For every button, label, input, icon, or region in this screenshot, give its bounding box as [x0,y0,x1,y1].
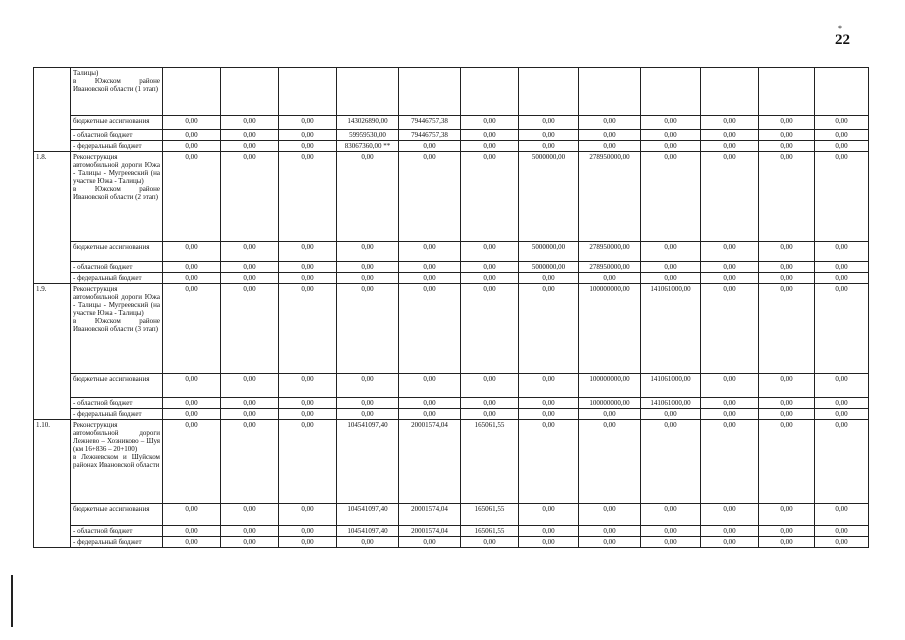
budget-row [34,504,869,526]
amount-cell: 0,00 [701,409,759,420]
amount-cell: 0,00 [337,242,399,262]
amount-cell: 0,00 [279,262,337,273]
amount-cell: 0,00 [163,130,221,141]
amount-cell: 0,00 [759,152,815,242]
amount-cell: 0,00 [337,284,399,374]
amount-cell: 0,00 [815,526,869,537]
amount-cell: 0,00 [461,284,519,374]
amount-cell [337,68,399,116]
budget-row [34,526,869,537]
amount-cell [461,68,519,116]
amount-cell: 0,00 [519,409,579,420]
section-title: Талицы) в Южском районе Ивановской области (1 этап) [71,68,163,116]
amount-cell: 0,00 [221,398,279,409]
budget-table [33,67,869,548]
amount-cell: 0,00 [221,526,279,537]
amount-cell: 0,00 [163,152,221,242]
section-index: 1.9. [34,284,71,420]
budget-row-label: - федеральный бюджет [71,409,163,420]
amount-cell: 104541097,40 [337,504,399,526]
amount-cell [399,68,461,116]
section-title: Реконструкция автомобильной дороги Южа - Талицы - Мугреевский (на участке Южа - Талицы) в Южском районе Ивановской области (3 этап) [71,284,163,374]
amount-cell: 0,00 [579,420,641,504]
amount-cell: 0,00 [279,374,337,398]
amount-cell: 0,00 [163,116,221,130]
budget-row-label: - областной бюджет [71,398,163,409]
amount-cell: 0,00 [759,262,815,273]
amount-cell: 0,00 [221,273,279,284]
amount-cell: 0,00 [461,141,519,152]
amount-cell: 0,00 [519,273,579,284]
amount-cell: 0,00 [815,284,869,374]
amount-cell: 0,00 [815,420,869,504]
budget-row [34,398,869,409]
section-title-row [34,68,869,116]
amount-cell: 0,00 [759,420,815,504]
amount-cell: 0,00 [815,504,869,526]
amount-cell: 0,00 [163,398,221,409]
amount-cell: 165061,55 [461,420,519,504]
amount-cell: 20001574,04 [399,526,461,537]
amount-cell: 0,00 [519,116,579,130]
amount-cell: 0,00 [579,273,641,284]
amount-cell: 0,00 [461,273,519,284]
amount-cell [641,68,701,116]
amount-cell: 0,00 [815,116,869,130]
amount-cell: 0,00 [163,242,221,262]
amount-cell: 0,00 [641,152,701,242]
amount-cell: 0,00 [163,374,221,398]
amount-cell: 0,00 [337,152,399,242]
amount-cell: 0,00 [279,409,337,420]
amount-cell: 0,00 [759,242,815,262]
amount-cell: 0,00 [641,526,701,537]
amount-cell: 0,00 [701,141,759,152]
amount-cell: 0,00 [701,504,759,526]
amount-cell: 0,00 [163,504,221,526]
section-title-row [34,152,869,242]
section-title: Реконструкция автомобильной дороги Южа - Талицы - Мугреевский (на участке Южа - Талицы) в Южском районе Ивановской области (2 этап) [71,152,163,242]
page-mark: * [838,24,842,33]
amount-cell: 0,00 [815,152,869,242]
amount-cell: 20001574,04 [399,504,461,526]
amount-cell: 0,00 [519,374,579,398]
amount-cell: 0,00 [641,141,701,152]
section-index: 1.8. [34,152,71,284]
amount-cell: 0,00 [759,116,815,130]
amount-cell: 0,00 [163,273,221,284]
amount-cell: 0,00 [337,374,399,398]
amount-cell: 0,00 [221,504,279,526]
amount-cell: 0,00 [399,141,461,152]
budget-row [34,141,869,152]
amount-cell: 141061000,00 [641,374,701,398]
amount-cell: 0,00 [337,537,399,548]
amount-cell: 0,00 [221,116,279,130]
amount-cell [221,68,279,116]
amount-cell: 141061000,00 [641,284,701,374]
amount-cell: 0,00 [221,284,279,374]
amount-cell: 0,00 [279,116,337,130]
amount-cell: 0,00 [221,537,279,548]
amount-cell: 0,00 [815,141,869,152]
budget-row-label: бюджетные ассигнования [71,116,163,130]
amount-cell: 0,00 [815,374,869,398]
amount-cell: 0,00 [641,409,701,420]
amount-cell: 100000000,00 [579,398,641,409]
amount-cell: 165061,55 [461,526,519,537]
amount-cell: 0,00 [519,130,579,141]
amount-cell: 0,00 [759,504,815,526]
amount-cell: 0,00 [163,262,221,273]
amount-cell: 0,00 [815,409,869,420]
amount-cell [759,68,815,116]
amount-cell: 0,00 [399,152,461,242]
amount-cell: 0,00 [163,141,221,152]
amount-cell: 0,00 [519,141,579,152]
amount-cell: 0,00 [221,374,279,398]
amount-cell: 0,00 [221,262,279,273]
amount-cell: 278950000,00 [579,262,641,273]
amount-cell: 0,00 [701,262,759,273]
amount-cell: 0,00 [519,420,579,504]
amount-cell: 143026890,00 [337,116,399,130]
amount-cell: 0,00 [279,152,337,242]
amount-cell: 0,00 [337,273,399,284]
amount-cell: 0,00 [221,141,279,152]
amount-cell: 0,00 [279,284,337,374]
amount-cell [163,68,221,116]
amount-cell: 0,00 [701,242,759,262]
amount-cell: 0,00 [279,526,337,537]
amount-cell: 0,00 [759,526,815,537]
amount-cell: 5000000,00 [519,242,579,262]
amount-cell: 0,00 [759,537,815,548]
budget-row [34,273,869,284]
amount-cell: 0,00 [815,242,869,262]
amount-cell: 0,00 [641,130,701,141]
amount-cell: 0,00 [759,398,815,409]
amount-cell: 0,00 [337,409,399,420]
amount-cell: 0,00 [701,374,759,398]
amount-cell: 0,00 [163,409,221,420]
section-title-row [34,284,869,374]
amount-cell: 0,00 [579,504,641,526]
amount-cell: 104541097,40 [337,526,399,537]
amount-cell: 0,00 [399,398,461,409]
amount-cell: 0,00 [519,504,579,526]
amount-cell: 0,00 [641,504,701,526]
amount-cell: 0,00 [163,284,221,374]
amount-cell: 0,00 [221,152,279,242]
amount-cell: 0,00 [579,409,641,420]
amount-cell: 0,00 [221,242,279,262]
budget-row [34,537,869,548]
amount-cell: 0,00 [641,273,701,284]
amount-cell: 0,00 [279,420,337,504]
amount-cell: 0,00 [399,242,461,262]
budget-row-label: бюджетные ассигнования [71,242,163,262]
amount-cell: 0,00 [399,262,461,273]
amount-cell: 0,00 [641,537,701,548]
amount-cell: 0,00 [815,398,869,409]
budget-row [34,374,869,398]
amount-cell: 0,00 [399,284,461,374]
amount-cell: 0,00 [461,409,519,420]
budget-row-label: - областной бюджет [71,130,163,141]
amount-cell: 0,00 [279,504,337,526]
budget-row-label: - областной бюджет [71,262,163,273]
amount-cell: 0,00 [579,526,641,537]
amount-cell [701,68,759,116]
amount-cell: 0,00 [701,273,759,284]
amount-cell: 0,00 [461,398,519,409]
amount-cell: 0,00 [461,537,519,548]
section-title: Реконструкция автомобильной дороги Лежнево – Хозниково – Шуя (км 16+836 – 20+100) в Лежневском и Шуйском районах Ивановской области [71,420,163,504]
amount-cell: 5000000,00 [519,262,579,273]
amount-cell: 278950000,00 [579,242,641,262]
amount-cell: 0,00 [759,273,815,284]
amount-cell: 0,00 [461,152,519,242]
amount-cell: 0,00 [279,273,337,284]
section-index: 1.10. [34,420,71,548]
amount-cell: 0,00 [759,409,815,420]
budget-row-label: бюджетные ассигнования [71,374,163,398]
amount-cell: 0,00 [221,420,279,504]
amount-cell: 0,00 [579,130,641,141]
amount-cell: 0,00 [701,284,759,374]
amount-cell: 83067360,00 ** [337,141,399,152]
amount-cell: 0,00 [461,374,519,398]
amount-cell: 20001574,04 [399,420,461,504]
amount-cell: 165061,55 [461,504,519,526]
amount-cell: 100000000,00 [579,284,641,374]
amount-cell [279,68,337,116]
amount-cell: 0,00 [641,242,701,262]
amount-cell: 0,00 [337,398,399,409]
amount-cell: 0,00 [641,116,701,130]
amount-cell: 0,00 [815,262,869,273]
amount-cell: 0,00 [337,262,399,273]
amount-cell: 0,00 [399,409,461,420]
amount-cell: 0,00 [759,141,815,152]
amount-cell: 278950000,00 [579,152,641,242]
amount-cell: 0,00 [579,116,641,130]
amount-cell: 0,00 [701,130,759,141]
amount-cell: 0,00 [163,526,221,537]
amount-cell: 0,00 [163,537,221,548]
budget-row [34,409,869,420]
amount-cell: 0,00 [221,409,279,420]
amount-cell: 0,00 [701,420,759,504]
budget-row-label: - федеральный бюджет [71,537,163,548]
amount-cell: 0,00 [579,141,641,152]
amount-cell: 0,00 [759,284,815,374]
amount-cell: 0,00 [579,537,641,548]
amount-cell: 141061000,00 [641,398,701,409]
section-title-row [34,420,869,504]
amount-cell: 0,00 [641,420,701,504]
amount-cell: 0,00 [815,273,869,284]
amount-cell: 0,00 [461,116,519,130]
amount-cell: 0,00 [701,537,759,548]
amount-cell: 104541097,40 [337,420,399,504]
budget-row [34,116,869,130]
amount-cell: 0,00 [279,141,337,152]
amount-cell: 0,00 [279,130,337,141]
margin-line [11,575,13,627]
amount-cell: 59959530,00 [337,130,399,141]
amount-cell: 0,00 [461,242,519,262]
amount-cell: 0,00 [519,537,579,548]
amount-cell: 79446757,38 [399,116,461,130]
amount-cell [579,68,641,116]
amount-cell: 0,00 [279,398,337,409]
amount-cell: 0,00 [399,537,461,548]
amount-cell: 0,00 [759,130,815,141]
amount-cell [815,68,869,116]
amount-cell: 0,00 [399,273,461,284]
amount-cell: 0,00 [519,284,579,374]
amount-cell: 79446757,38 [399,130,461,141]
budget-row-label: - областной бюджет [71,526,163,537]
budget-row [34,262,869,273]
amount-cell: 0,00 [163,420,221,504]
amount-cell: 0,00 [701,526,759,537]
budget-row-label: бюджетные ассигнования [71,504,163,526]
amount-cell: 0,00 [815,537,869,548]
section-index [34,68,71,152]
amount-cell: 0,00 [279,242,337,262]
amount-cell: 0,00 [701,116,759,130]
amount-cell: 0,00 [519,526,579,537]
amount-cell: 0,00 [701,152,759,242]
amount-cell: 0,00 [815,130,869,141]
amount-cell: 0,00 [519,398,579,409]
amount-cell: 0,00 [461,262,519,273]
page-number: 22 [835,32,850,48]
amount-cell: 0,00 [279,537,337,548]
amount-cell: 0,00 [759,374,815,398]
amount-cell: 0,00 [461,130,519,141]
amount-cell: 0,00 [399,374,461,398]
budget-row-label: - федеральный бюджет [71,273,163,284]
budget-row [34,242,869,262]
amount-cell: 0,00 [221,130,279,141]
amount-cell: 0,00 [641,262,701,273]
amount-cell: 100000000,00 [579,374,641,398]
budget-row [34,130,869,141]
budget-row-label: - федеральный бюджет [71,141,163,152]
amount-cell: 0,00 [701,398,759,409]
amount-cell [519,68,579,116]
amount-cell: 5000000,00 [519,152,579,242]
